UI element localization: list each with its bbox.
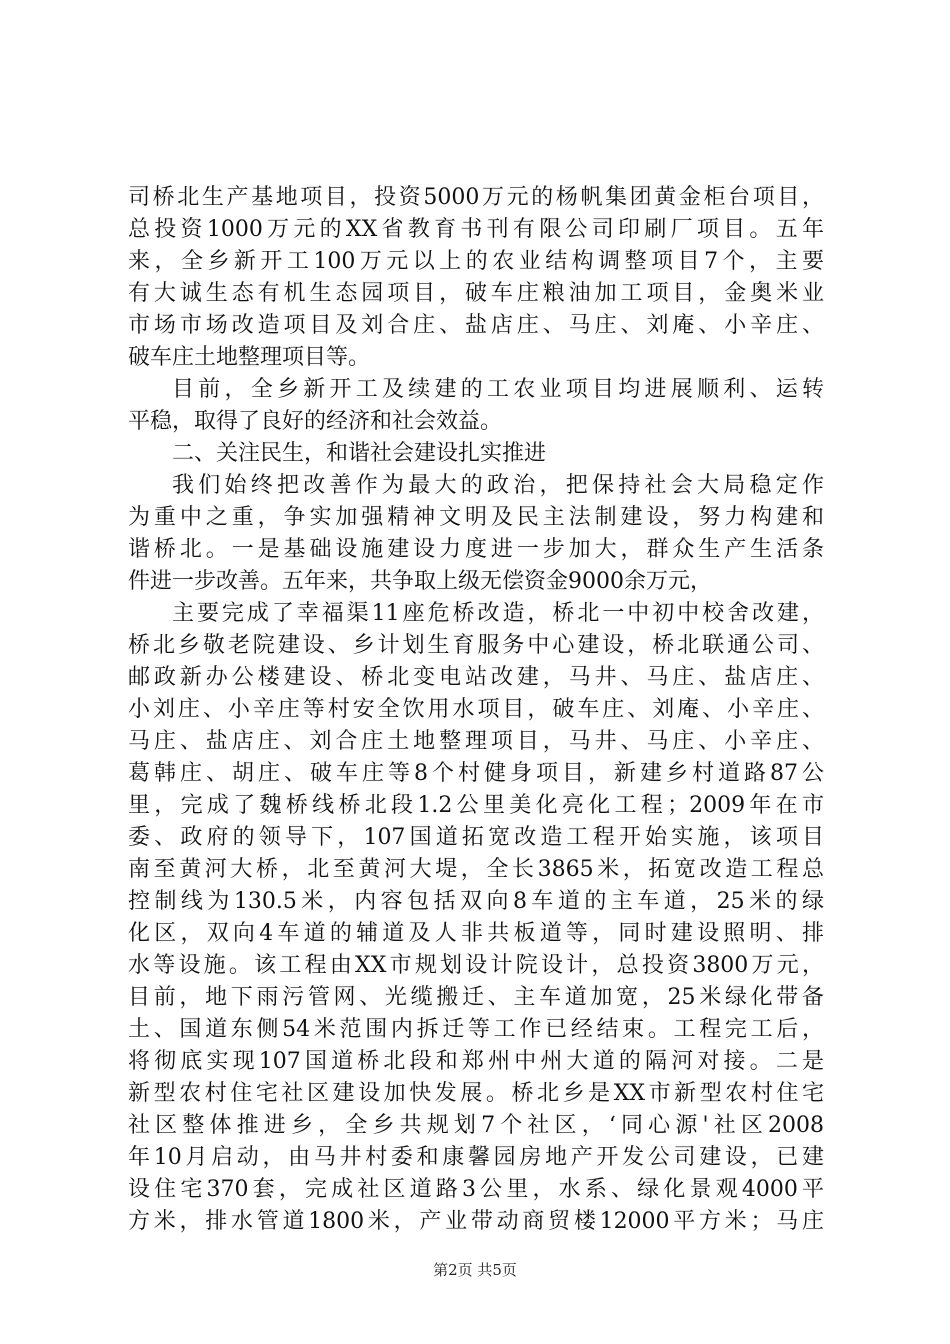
text-line: 目前，地下雨污管网、光缆搬迁、主车道加宽，25米绿化带备 [128, 985, 824, 1010]
text-line: 委、政府的领导下，107国道拓宽改造工程开始实施，该项目 [128, 825, 824, 850]
page-footer: 第2页 共5页 [433, 1261, 517, 1279]
text-line: 设住宅370套，完成社区道路3公里，水系、绿化景观4000平 [128, 1177, 824, 1202]
text-line: 南至黄河大桥，北至黄河大堤，全长3865米，拓宽改造工程总 [128, 857, 824, 882]
text-line: 小刘庄、小辛庄等村安全饮用水项目，破车庄、刘庵、小辛庄、 [128, 697, 824, 722]
text-line: 平稳，取得了良好的经济和社会效益。 [128, 409, 503, 434]
text-line: 为重中之重，争实加强精神文明及民主法制建设，努力构建和 [128, 505, 824, 530]
text-line: 方米，排水管道1800米，产业带动商贸楼12000平方米；马庄 [128, 1209, 824, 1234]
text-line: 司桥北生产基地项目，投资5000万元的杨帆集团黄金柜台项目， [128, 185, 824, 210]
text-line: 件进一步改善。五年来，共争取上级无偿资金9000余万元， [128, 569, 712, 594]
text-line: 里，完成了魏桥线桥北段1.2公里美化亮化工程；2009年在市 [128, 793, 824, 818]
text-line: 我们始终把改善作为最大的政治，把保持社会大局稳定作 [172, 473, 824, 498]
text-line: 邮政新办公楼建设、桥北变电站改建，马井、马庄、盐店庄、 [128, 665, 824, 690]
text-line: 土、国道东侧54米范围内拆迁等工作已经结束。工程完工后， [128, 1017, 824, 1042]
text-line: 年10月启动，由马井村委和康馨园房地产开发公司建设，已建 [128, 1145, 824, 1170]
text-line: 破车庄土地整理项目等。 [128, 345, 371, 370]
text-line: 将彻底实现107国道桥北段和郑州中州大道的隔河对接。二是 [128, 1049, 824, 1074]
text-line: 来，全乡新开工100万元以上的农业结构调整项目7个，主要 [128, 249, 824, 274]
text-line: 谐桥北。一是基础设施建设力度进一步加大，群众生产生活条 [128, 537, 824, 562]
text-line: 市场市场改造项目及刘合庄、盐店庄、马庄、刘庵、小辛庄、 [128, 313, 824, 338]
document-body [128, 182, 824, 1238]
text-line: 水等设施。该工程由XX市规划设计院设计，总投资3800万元， [128, 953, 824, 978]
text-line: 葛韩庄、胡庄、破车庄等8个村健身项目，新建乡村道路87公 [128, 761, 824, 786]
text-line: 二、关注民生，和谐社会建设扎实推进 [172, 441, 547, 466]
text-line: 化区，双向4车道的辅道及人非共板道等，同时建设照明、排 [128, 921, 824, 946]
text-line: 新型农村住宅社区建设加快发展。桥北乡是XX市新型农村住宅 [128, 1081, 824, 1106]
text-line: 有大诚生态有机生态园项目，破车庄粮油加工项目，金奥米业 [128, 281, 824, 306]
text-line: 目前，全乡新开工及续建的工农业项目均进展顺利、运转 [172, 377, 824, 402]
text-line: 控制线为130.5米，内容包括双向8车道的主车道，25米的绿 [128, 889, 824, 914]
text-line: 总投资1000万元的XX省教育书刊有限公司印刷厂项目。五年 [128, 217, 824, 242]
text-line: 桥北乡敬老院建设、乡计划生育服务中心建设，桥北联通公司、 [128, 633, 824, 658]
text-line: 社区整体推进乡，全乡共规划7个社区，‘同心源'社区2008 [128, 1113, 824, 1138]
text-line: 主要完成了幸福渠11座危桥改造，桥北一中初中校舍改建， [172, 601, 824, 626]
text-line: 马庄、盐店庄、刘合庄土地整理项目，马井、马庄、小辛庄、 [128, 729, 824, 754]
